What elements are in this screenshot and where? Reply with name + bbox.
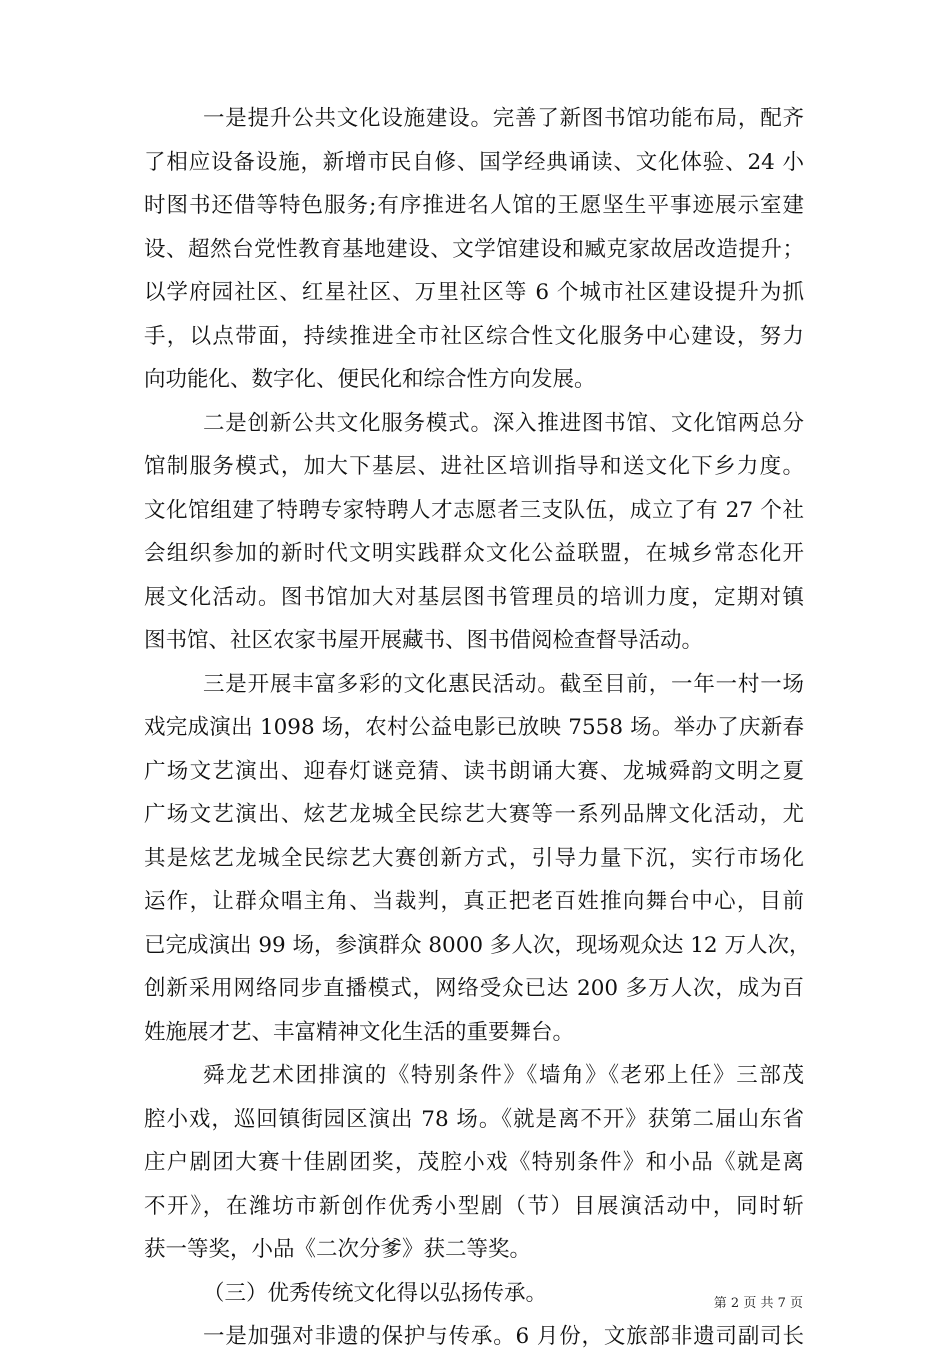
- text-line: 展文化活动。图书馆加大对基层图书管理员的培训力度，定期对镇: [144, 584, 804, 610]
- text-line: 了相应设备设施，新增市民自修、国学经典诵读、文化体验、24 小: [144, 149, 804, 175]
- text-line: 腔小戏，巡回镇街园区演出 78 场。《就是离不开》获第二届山东省: [144, 1106, 804, 1132]
- text-line: 其是炫艺龙城全民综艺大赛创新方式，引导力量下沉，实行市场化: [144, 845, 804, 871]
- paragraph-art-troupe: [144, 1054, 804, 1272]
- text-line: 设、超然台党性教育基地建设、文学馆建设和臧克家故居改造提升；: [144, 236, 804, 262]
- text-line: 手，以点带面，持续推进全市社区综合性文化服务中心建设，努力: [144, 323, 804, 349]
- text-line: 以学府园社区、红星社区、万里社区等 6 个城市社区建设提升为抓: [144, 280, 804, 305]
- document-body: [144, 97, 811, 1359]
- paragraph-heritage: [144, 1315, 804, 1359]
- text-line: 戏完成演出 1098 场，农村公益电影已放映 7558 场。举办了庆新春: [144, 715, 804, 740]
- text-line: 已完成演出 99 场，参演群众 8000 多人次，现场观众达 12 万人次，: [144, 932, 811, 958]
- text-line: 获一等奖，小品《二次分爹》获二等奖。: [144, 1237, 532, 1262]
- text-line: 庄户剧团大赛十佳剧团奖，茂腔小戏《特别条件》和小品《就是离: [144, 1150, 804, 1175]
- section-heading: （三）优秀传统文化得以弘扬传承。: [203, 1280, 548, 1306]
- text-line: 广场文艺演出、迎春灯谜竞猜、读书朗诵大赛、龙城舜韵文明之夏: [144, 758, 804, 784]
- text-line: 图书馆、社区农家书屋开展藏书、图书借阅检查督导活动。: [144, 628, 704, 653]
- text-line: 不开》，在潍坊市新创作优秀小型剧（节）目展演活动中，同时斩: [144, 1193, 804, 1219]
- text-line: 舜龙艺术团排演的《特别条件》《墙角》《老邪上任》三部茂: [203, 1063, 804, 1088]
- text-line: 一是加强对非遗的保护与传承。6 月份，文旅部非遗司副司长: [203, 1324, 804, 1349]
- text-line: 会组织参加的新时代文明实践群众文化公益联盟，在城乡常态化开: [144, 541, 804, 566]
- page-number-footer: 第 2 页 共 7 页: [713, 1296, 803, 1311]
- text-line: 运作，让群众唱主角、当裁判，真正把老百姓推向舞台中心，目前: [144, 889, 804, 914]
- text-line: 文化馆组建了特聘专家特聘人才志愿者三支队伍，成立了有 27 个社: [144, 497, 804, 523]
- text-line: 向功能化、数字化、便民化和综合性方向发展。: [144, 367, 596, 392]
- text-line: 二是创新公共文化服务模式。深入推进图书馆、文化馆两总分: [203, 410, 804, 436]
- text-line: 姓施展才艺、丰富精神文化生活的重要舞台。: [144, 1019, 575, 1045]
- paragraph-cultural-activities: [144, 663, 811, 1055]
- paragraph-facilities: [144, 97, 804, 402]
- text-line: 三是开展丰富多彩的文化惠民活动。截至目前，一年一村一场: [203, 671, 804, 697]
- paragraph-service-model: [144, 402, 804, 663]
- text-line: 广场文艺演出、炫艺龙城全民综艺大赛等一系列品牌文化活动，尤: [144, 802, 804, 827]
- text-line: 馆制服务模式，加大下基层、进社区培训指导和送文化下乡力度。: [144, 454, 804, 479]
- text-line: 创新采用网络同步直播模式，网络受众已达 200 多万人次，成为百: [144, 976, 804, 1001]
- text-line: 一是提升公共文化设施建设。完善了新图书馆功能布局，配齐: [203, 106, 804, 131]
- text-line: 时图书还借等特色服务;有序推进名人馆的王愿坚生平事迹展示室建: [144, 193, 804, 218]
